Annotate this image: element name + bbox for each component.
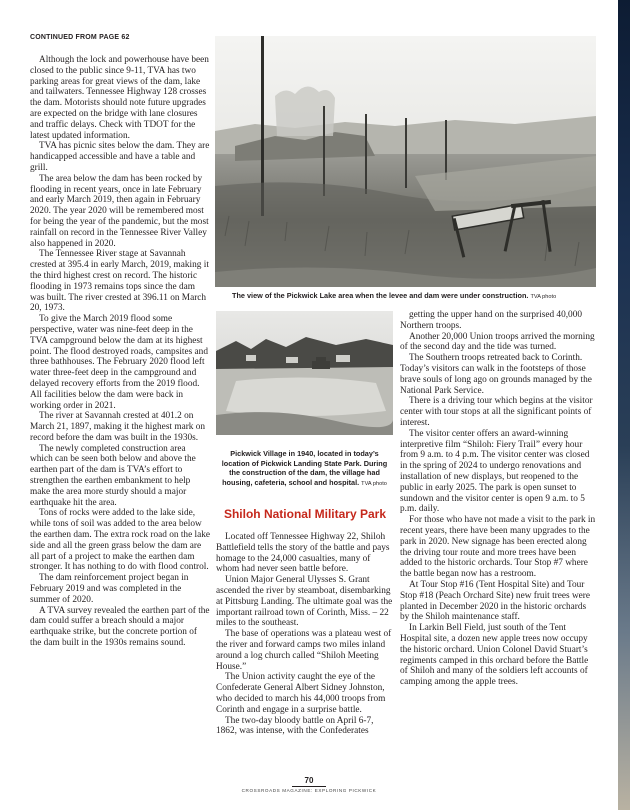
page-number: 70 bbox=[292, 776, 326, 787]
village-photo-caption bbox=[216, 449, 393, 489]
paragraph: Union Major General Ulysses S. Grant ascended the river by steamboat, disembarking at Pittsburg Landing. The ultimate goal was the important railroad town of Corinth, Miss. – 22 miles to the southeast. bbox=[216, 575, 393, 629]
paragraph: There is a driving tour which begins at the visitor center with tour stops at all the significant points of interest. bbox=[400, 396, 593, 428]
caption-text: Pickwick Village in 1940, located in today’s location of Pickwick Landing State Park. During the construction of the dam, the village had housing, cafeteria, school and hospital. bbox=[221, 449, 388, 487]
section-heading: Shiloh National Military Park bbox=[223, 507, 387, 521]
paragraph: For those who have not made a visit to the park in recent years, there have been many upgrades to the park in 2020. New signage has been erected along the driving tour route and more trees have been added to the historic orchards. Tour Stop #7 where the battle began now has a restroom. bbox=[400, 515, 596, 580]
paragraph: The two-day bloody battle on April 6-7, 1862, was intense, with the Confederates bbox=[216, 715, 374, 737]
paragraph: Located off Tennessee Highway 22, Shiloh Battlefield tells the story of the battle and pays homage to the 24,000 casualties, many of whom had never seen battle before. bbox=[216, 532, 390, 575]
paragraph: getting the upper hand on the surprised 40,000 Northern troops. bbox=[400, 310, 582, 331]
pickwick-village-photo bbox=[216, 311, 393, 435]
article-column-1 bbox=[30, 55, 210, 649]
caption-text: The view of the Pickwick Lake area when the levee and dam were under construction. bbox=[232, 291, 529, 300]
dam-construction-photo bbox=[215, 36, 596, 287]
paragraph: The Southern troops retreated back to Corinth. Today’s visitors can walk in the footsteps of those brave souls of long ago on grounds managed by the National Park Service. bbox=[400, 353, 592, 396]
adjacent-page-edge bbox=[618, 0, 630, 810]
article-column-2 bbox=[216, 532, 394, 737]
paragraph: At Tour Stop #16 (Tent Hospital Site) and Tour Stop #18 (Peach Orchard Site) new fruit trees were planted in December 2020 in the historic orchards by the Shiloh maintenance staff. bbox=[400, 579, 591, 623]
paragraph: To give the March 2019 flood some perspective, water was nine-feet deep in the TVA campground below the dam at its highest point. The flood destroyed roads, campsites and three bathhouses. The February 2020 flood left water three-feet deep in the campground and delayed recovery efforts from the 2019 flood. All facilities below the dam were back in working order in 2021. bbox=[30, 314, 208, 411]
publication-name: CROSSROADS MAGAZINE: EXPLORING PICKWICK bbox=[241, 788, 377, 793]
paragraph: Another 20,000 Union troops arrived the morning of the second day and the tide was turned. bbox=[400, 331, 595, 353]
paragraph: The Tennessee River stage at Savannah crested at 395.4 in early March, 2019, making it the third highest crest on record. The historic flooding in 1973 remains tops since the dam was built. The river crested at 396.11 on March 20, 1973. bbox=[30, 249, 209, 314]
photo-credit: TVA photo bbox=[361, 480, 387, 487]
paragraph: The base of operations was a plateau west of the river and forward camps two miles inland around a log church called “Shiloh Meeting House.” bbox=[216, 629, 392, 672]
continued-from-label: CONTINUED FROM PAGE 62 bbox=[30, 34, 130, 41]
paragraph: The Union activity caught the eye of the Confederate General Albert Sidney Johnston, who decided to march his 44,000 troops from Corinth and engage in a surprise battle. bbox=[216, 672, 386, 715]
article-column-3 bbox=[400, 310, 596, 688]
paragraph: Although the lock and powerhouse have been closed to the public since 9-11, TVA has two parking areas for great views of the dam, lake and tailwaters. Tennessee Highway 128 crosses the dam. Motorists should note future upgrades are expected on the bridge with lane closures and traffic delays. Check with TDOT for the latest updated information. bbox=[30, 55, 209, 141]
main-photo-caption bbox=[232, 291, 612, 303]
photo-credit: TVA photo bbox=[530, 294, 557, 300]
paragraph: The river at Savannah crested at 401.2 on March 21, 1897, making it the highest mark on record before the dam was built in the 1930s. bbox=[30, 411, 206, 443]
paragraph: Tons of rocks were added to the lake side, while tons of soil was added to the area below the earthen dam. The extra rock road on the lake side and all the green grass below the dam are all part of a project to make the earthen dam stronger. It has nothing to do with flood control. bbox=[30, 508, 211, 573]
paragraph: The visitor center offers an award-winning interpretive film “Shiloh: Fiery Trail” every hour from 9 a.m. to 4 p.m. The visitor center was closed in the spring of 2024 to undergo renovations and installation of new displays, but reopened to the public in early 2025. The park is open sunset to sundown and the visitor center is open 9 a.m. to 5 p.m. daily. bbox=[400, 428, 590, 515]
paragraph: A TVA survey revealed the earthen part of the dam could suffer a breach should a major earthquake strike, but the concrete portion of the dam built in the 1930s remains sound. bbox=[30, 605, 210, 649]
paragraph: The dam reinforcement project began in February 2019 and was completed in the summer of 2020. bbox=[30, 573, 189, 605]
paragraph: In Larkin Bell Field, just south of the Tent Hospital site, a dozen new apple trees now occupy the historic orchard. Union Colonel David Stuart’s regiments camped in this orchard before the Battle of Shiloh and many of the soldiers left accounts of camping among the apple trees. bbox=[400, 623, 589, 688]
paragraph: The area below the dam has been rocked by flooding in recent years, once in late February and early March 2019, then again in February 2020. The year 2020 will be remembered most for being the year of the pandemic, but the most rainfall on record in the Tennessee River Valley also happened in 2020. bbox=[30, 173, 209, 249]
paragraph: TVA has picnic sites below the dam. They are handicapped accessible and have a table and grill. bbox=[30, 141, 210, 173]
paragraph: The newly completed construction area which can be seen both below and above the earthen part of the dam is TVA’s effort to strengthen the earthen embankment to help make the area more sturdy should a major earthquake hit the area. bbox=[30, 443, 196, 508]
